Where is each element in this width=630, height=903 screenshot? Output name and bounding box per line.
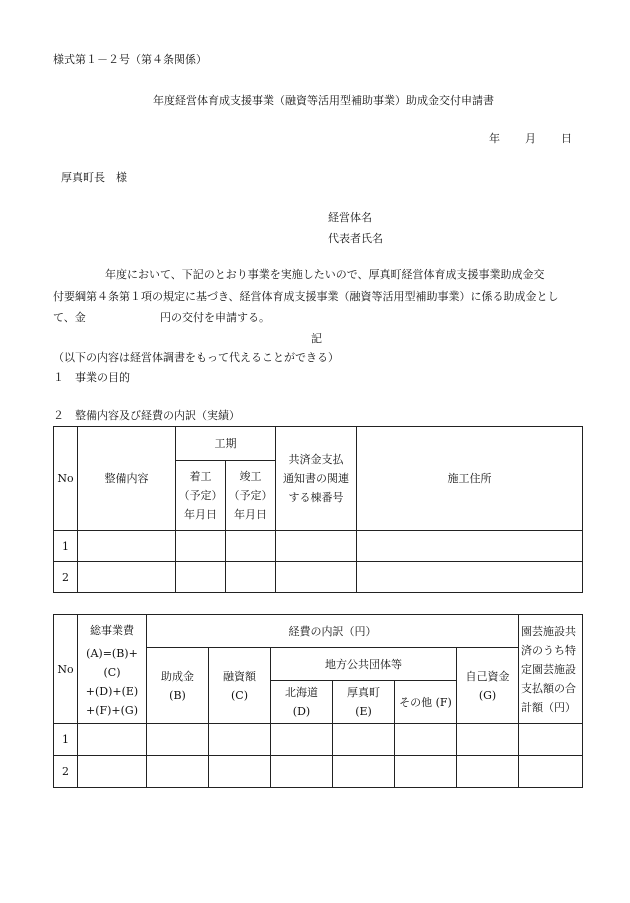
col-own-funds: 自己資金 (G): [457, 648, 519, 724]
cell-horticulture-total[interactable]: [519, 756, 583, 788]
row-number: 2: [54, 562, 78, 593]
date-year-label: 年: [489, 132, 500, 145]
cell-completion-date[interactable]: [226, 531, 276, 562]
col-no: No: [54, 427, 78, 531]
col-atsuma: 厚真町 (E): [333, 681, 395, 724]
cell-start-date[interactable]: [176, 562, 226, 593]
table-row: [54, 724, 583, 756]
cell-address[interactable]: [357, 562, 583, 593]
cell-other[interactable]: [395, 724, 457, 756]
section-1-heading: １ 事業の目的: [53, 371, 130, 384]
section-2-heading: ２ 整備内容及び経費の内訳（実績）: [53, 409, 240, 422]
cell-hokkaido[interactable]: [271, 724, 333, 756]
row-number: 1: [54, 531, 78, 562]
paragraph-line-1: 年度において、下記のとおり事業を実施したいので、厚真町経営体育成支援事業助成金交: [105, 268, 545, 281]
paragraph-line-3a: て、金: [53, 311, 86, 324]
cell-subsidy[interactable]: [147, 724, 209, 756]
cell-atsuma[interactable]: [333, 724, 395, 756]
form-number: 様式第１－２号（第４条関係）: [53, 53, 207, 66]
paragraph-line-2: 付要綱第４条第１項の規定に基づき、経営体育成支援事業（融資等活用型補助事業）に係る助成金とし: [53, 290, 559, 303]
applicant-name-label: 経営体名: [328, 211, 372, 224]
substitution-note: （以下の内容は経営体調書をもって代えることができる）: [53, 351, 339, 364]
col-subsidy: 助成金 (B): [147, 648, 209, 724]
col-other: その他 (F): [395, 681, 457, 724]
cell-work-content[interactable]: [78, 562, 176, 593]
cell-loan[interactable]: [209, 756, 271, 788]
cell-work-content[interactable]: [78, 531, 176, 562]
col-no: No: [54, 615, 78, 724]
expense-breakdown-table: [53, 614, 583, 788]
cell-building-no[interactable]: [276, 562, 357, 593]
ki-label: 記: [311, 332, 322, 345]
date-day-label: 日: [561, 132, 572, 145]
col-total-cost: 総事業費 (A)=(B)+(C) +(D)+(E) +(F)+(G): [78, 615, 147, 724]
cell-completion-date[interactable]: [226, 562, 276, 593]
col-horticulture-mutual-aid: 園芸施設共 済のうち特 定園芸施設 支払額の合 計額（円）: [519, 615, 583, 724]
cell-horticulture-total[interactable]: [519, 724, 583, 756]
representative-label: 代表者氏名: [328, 232, 383, 245]
col-expense-breakdown: 経費の内訳（円）: [147, 615, 519, 648]
cell-loan[interactable]: [209, 724, 271, 756]
addressee: 厚真町長 様: [61, 171, 127, 184]
col-mutual-aid-building-no: 共済金支払 通知書の関連 する棟番号: [276, 427, 357, 531]
cell-atsuma[interactable]: [333, 756, 395, 788]
cell-hokkaido[interactable]: [271, 756, 333, 788]
cell-total-cost[interactable]: [78, 724, 147, 756]
table-row: [54, 531, 583, 562]
cell-start-date[interactable]: [176, 531, 226, 562]
col-loan: 融資額 (C): [209, 648, 271, 724]
cell-address[interactable]: [357, 531, 583, 562]
cell-own-funds[interactable]: [457, 756, 519, 788]
document-title: 年度経営体育成支援事業（融資等活用型補助事業）助成金交付申請書: [153, 94, 494, 107]
row-number: 2: [54, 756, 78, 788]
date-month-label: 月: [525, 132, 536, 145]
table-row: [54, 562, 583, 593]
table-row: [54, 756, 583, 788]
col-start-date: 着工 （予定） 年月日: [176, 461, 226, 531]
col-hokkaido: 北海道 (D): [271, 681, 333, 724]
col-work-content: 整備内容: [78, 427, 176, 531]
cell-other[interactable]: [395, 756, 457, 788]
work-content-table: [53, 426, 583, 593]
cell-building-no[interactable]: [276, 531, 357, 562]
col-completion-date: 竣工 （予定） 年月日: [226, 461, 276, 531]
col-construction-period: 工期: [176, 427, 276, 461]
col-construction-address: 施工住所: [357, 427, 583, 531]
cell-subsidy[interactable]: [147, 756, 209, 788]
col-local-government: 地方公共団体等: [271, 648, 457, 681]
cell-own-funds[interactable]: [457, 724, 519, 756]
paragraph-line-3b: 円の交付を申請する。: [160, 311, 270, 324]
cell-total-cost[interactable]: [78, 756, 147, 788]
row-number: 1: [54, 724, 78, 756]
